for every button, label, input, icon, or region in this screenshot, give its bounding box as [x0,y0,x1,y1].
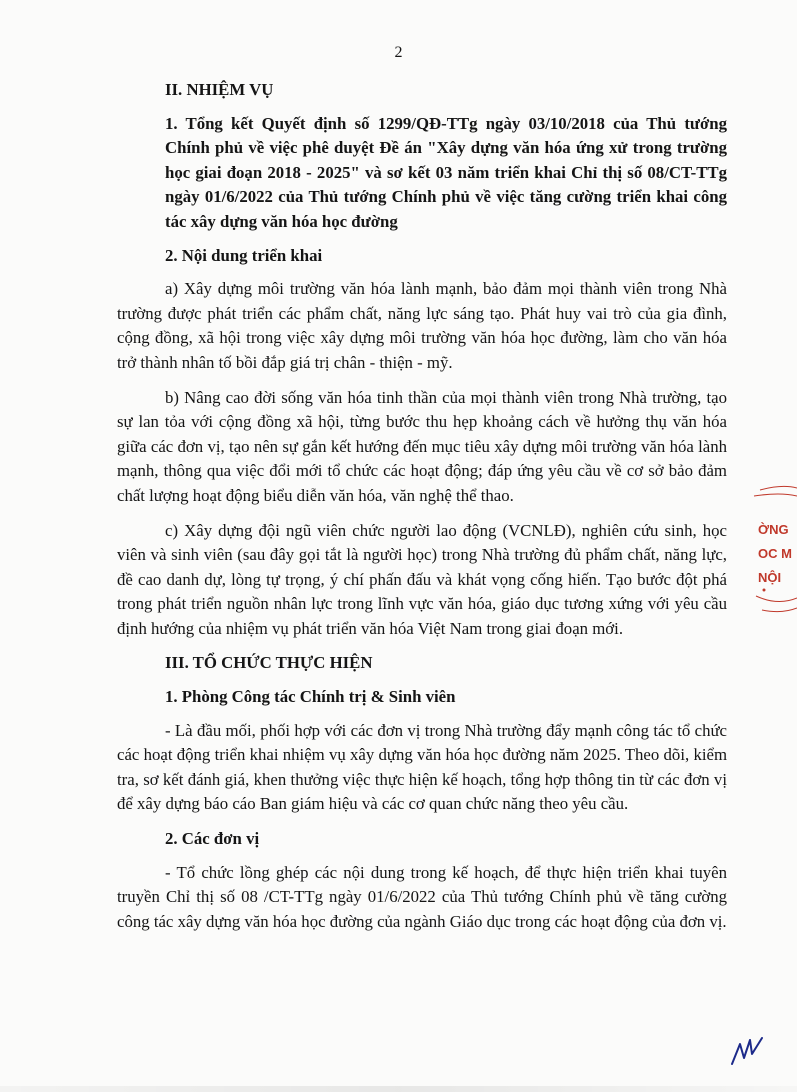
paragraph-c: c) Xây dựng đội ngũ viên chức người lao động (VCNLĐ), nghiên cứu sinh, học viên và sinh viên (sau đây gọi tắt là người học) trong Nhà trường đủ phẩm chất, năng lực, đề cao danh dự, lòng tự trọng, ý chí phấn đấu và khát vọng cống hiến. Tạo bước đột phá trong phát triển nguồn nhân lực trong lĩnh vực văn hóa, giáo dục tương xứng với yêu cầu định hướng của nhiệm vụ phát triển văn hóa Việt Nam trong giai đoạn mới. [117,520,727,638]
section-title-implementation: III. TỔ CHỨC THỰC HIỆN [165,653,373,673]
scan-edge [0,1086,797,1092]
implementation-2-heading: 2. Các đơn vị [165,829,260,849]
document-body [117,78,727,944]
red-stamp-fragment [752,478,797,618]
initial-signature-icon [728,1034,768,1070]
section-title-tasks: II. NHIỆM VỤ [165,80,274,99]
implementation-1-body: - Là đầu mối, phối hợp với các đơn vị trong Nhà trường đẩy mạnh công tác tổ chức các hoạt động triển khai nhiệm vụ xây dựng văn hóa học đường năm 2025. Theo dõi, kiểm tra, sơ kết đánh giá, khen thưởng việc thực hiện kế hoạch, tổng hợp thông tin từ các đơn vị để xây dựng báo cáo Ban giám hiệu và các cơ quan chức năng theo yêu cầu. [117,720,727,814]
implementation-2-body: - Tổ chức lồng ghép các nội dung trong kế hoạch, để thực hiện triển khai tuyên truyền Chỉ thị số 08 /CT-TTg ngày 01/6/2022 của Thủ tướng Chính phủ về tăng cường công tác xây dựng văn hóa học đường của ngành Giáo dục trong các hoạt động của đơn vị. [117,862,727,931]
paragraph-a: a) Xây dựng môi trường văn hóa lành mạnh, bảo đảm mọi thành viên trong Nhà trường được phát triển các phẩm chất, năng lực sáng tạo. Phát huy vai trò của gia đình, cộng đồng, xã hội trong việc xây dựng môi trường văn hóa học đường, làm cho văn hóa trở thành nhân tố bồi đắp giá trị chân - thiện - mỹ. [117,279,727,372]
implementation-1-heading: 1. Phòng Công tác Chính trị & Sinh viên [165,687,456,707]
stamp-text-2: OC M [758,546,792,561]
paragraph-b: b) Nâng cao đời sống văn hóa tinh thần của mọi thành viên trong Nhà trường, tạo sự lan tỏa với cộng đồng xã hội, từng bước thu hẹp khoảng cách về hưởng thụ văn hóa giữa các đơn vị, tạo nên sự gắn kết hướng đến mục tiêu xây dựng môi trường văn hóa lành mạnh, thông qua việc đổi mới tổ chức các hoạt động; đáp ứng yêu cầu về cơ sở bảo đảm chất lượng hoạt động biểu diễn văn hóa, văn nghệ thể thao. [117,387,727,505]
task-1-heading: 1. Tổng kết Quyết định số 1299/QĐ-TTg ngày 03/10/2018 của Thủ tướng Chính phủ về việc phê duyệt Đề án "Xây dựng văn hóa ứng xử trong trường học giai đoạn 2018 - 2025" và sơ kết 03 năm triển khai Chỉ thị số 08/CT-TTg ngày 01/6/2022 của Thủ tướng Chính phủ về việc tăng cường triển khai công tác xây dựng văn hóa học đường [165,113,727,231]
stamp-text-1: ỜNG [758,522,789,537]
task-2-heading: 2. Nội dung triển khai [165,245,323,265]
stamp-text-3: NỘI [758,570,782,585]
page-number: 2 [394,44,403,61]
